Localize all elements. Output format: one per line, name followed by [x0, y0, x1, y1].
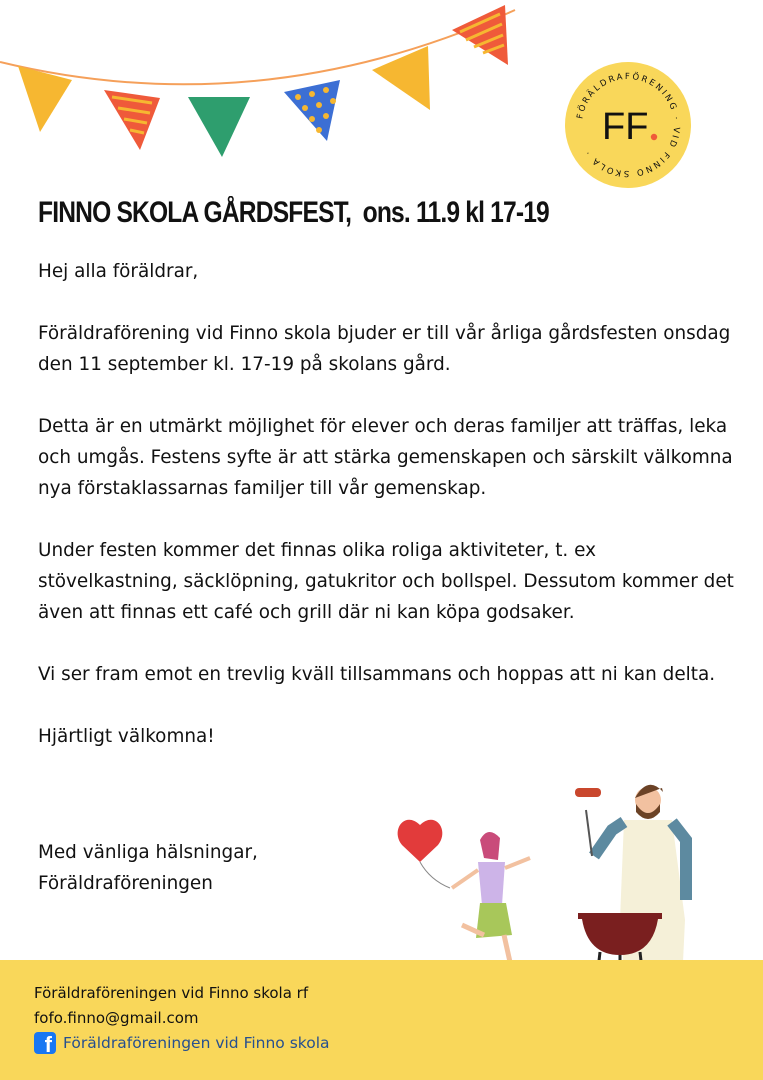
logo-ring-text: FÖRÄLDRAFÖRENING · VID FINNO SKOLA · — [575, 71, 682, 179]
event-date: ons. 11.9 kl 17-19 — [362, 196, 549, 229]
bunting-flag — [188, 97, 250, 157]
paragraph: Under festen kommer det finnas olika roliga aktiviteter, t. ex stövelkastning, säcklöpning, gatukritor och bollspel. Dessutom kommer det även att finnas ett café och grill där ni kan köpa godsaker. — [38, 540, 734, 623]
logo-monogram: FF — [602, 106, 649, 148]
facebook-link[interactable] — [34, 1032, 330, 1057]
bunting-flag — [284, 80, 340, 141]
logo — [564, 61, 692, 189]
bunting-flag — [372, 46, 430, 110]
footer-org: Föräldraföreningen vid Finno skola rf — [34, 984, 309, 1002]
facebook-icon: f — [34, 1032, 56, 1054]
footer — [0, 960, 763, 1080]
bunting-flag — [18, 66, 72, 132]
greeting: Hej alla föräldrar, — [38, 261, 199, 282]
bunting-decoration — [0, 0, 520, 175]
footer-email[interactable]: fofo.finno@gmail.com — [34, 1009, 199, 1027]
paragraph: Vi ser fram emot en trevlig kväll tillsammans och hoppas att ni kan delta. — [38, 664, 716, 685]
page-title — [38, 196, 549, 230]
paragraph: Detta är en utmärkt möjlighet för elever och deras familjer att träffas, leka och umgås. Festens syfte är att stärka gemenskapen och särskilt välkomna nya förstaklassarnas familjer till vår gemenskap. — [38, 416, 733, 499]
event-title: FINNO SKOLA GÅRDSFEST, — [38, 196, 352, 229]
paragraph: Föräldraförening vid Finno skola bjuder er till vår årliga gårdsfesten onsdag den 11 september kl. 17-19 på skolans gård. — [38, 323, 731, 375]
closing-text: Med vänliga hälsningar, — [38, 842, 258, 863]
facebook-label[interactable]: Föräldraföreningen vid Finno skola — [63, 1034, 330, 1052]
signature: Föräldraföreningen — [38, 873, 213, 894]
welcome-text: Hjärtligt välkomna! — [38, 726, 215, 747]
